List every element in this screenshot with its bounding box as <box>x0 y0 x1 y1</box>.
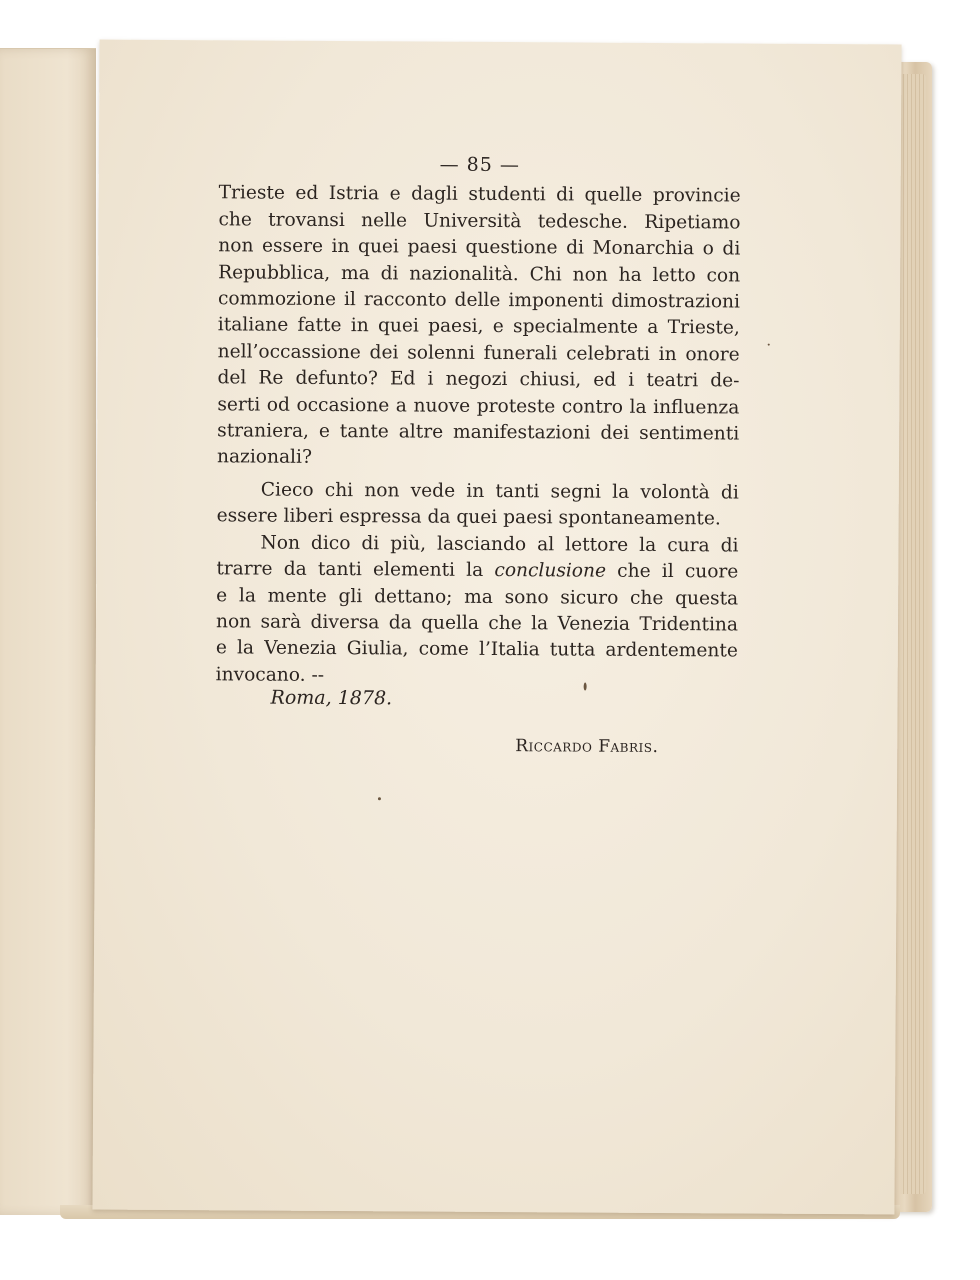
text-line: straniera, e tante altre manifestazioni dei sentimenti <box>217 420 740 445</box>
text-line: invocano. -- <box>215 664 325 686</box>
paper-speck <box>378 797 381 800</box>
text-line: Trieste ed Istria e dagli studenti di quelle provincie <box>218 182 741 207</box>
text-line: Non dico di più, lasciando al lettore la cura di <box>260 532 739 557</box>
page-number: — 85 — <box>439 153 521 177</box>
text-fragment: trarre da tanti elementi la <box>216 558 484 582</box>
page-text <box>216 150 741 691</box>
text-line: che trovansi nelle Università tedesche. Ripetiamo <box>218 209 741 234</box>
text-line: commozione il racconto delle imponenti dimostrazioni <box>217 288 741 313</box>
page-edges-inner <box>900 74 926 1194</box>
text-line: del Re defunto? Ed i negozi chiusi, ed i teatri de- <box>217 367 740 392</box>
text-line: serti od occasione a nuove proteste contro la influenza <box>217 393 740 419</box>
text-line: non essere in quei paesi questione di Monarchia o di <box>218 235 741 260</box>
paper-speck <box>768 344 770 346</box>
italic-word: conclusione <box>494 560 607 582</box>
text-line-with-italic <box>216 556 738 586</box>
text-line: nell’occassione dei solenni funerali celebrati in onore <box>217 341 740 366</box>
text-line: Repubblica, ma di nazionalità. Chi non ha letto con <box>218 261 741 287</box>
book-page <box>92 40 901 1215</box>
left-facing-page <box>0 48 96 1215</box>
place-date: Roma, 1878. <box>270 686 393 710</box>
text-line: non sarà diversa da quella che la Venezia Tridentina <box>215 611 739 636</box>
text-line: e la Venezia Giulia, come l’Italia tutta ardentemente <box>215 637 738 662</box>
text-line: e la mente gli dettano; ma sono sicuro che questa <box>216 584 739 609</box>
paragraph-1 <box>217 181 741 475</box>
author-signature: Riccardo Fabris. <box>515 736 659 757</box>
text-line: nazionali? <box>216 446 313 469</box>
paragraph-2 <box>217 477 739 533</box>
text-fragment: che il cuore <box>617 560 739 583</box>
text-line: essere liberi espressa da quei paesi spontaneamente. <box>216 505 721 530</box>
paragraph-3 <box>216 530 739 692</box>
text-line: Cieco chi non vede in tanti segni la volontà di <box>260 479 739 504</box>
text-line: italiane fatte in quei paesi, e specialmente a Trieste, <box>217 314 740 339</box>
